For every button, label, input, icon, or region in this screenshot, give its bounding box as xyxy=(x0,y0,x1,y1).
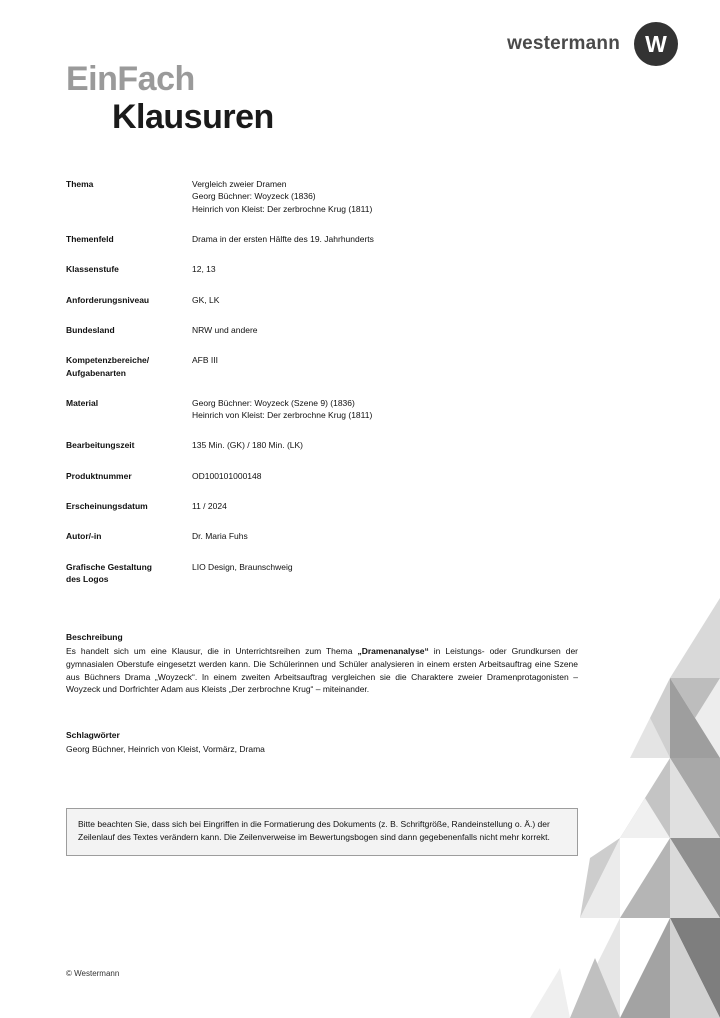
metadata-label: Produktnummer xyxy=(66,470,132,481)
metadata-value: OD100101000148 xyxy=(192,470,262,481)
description-section xyxy=(66,632,578,696)
westermann-logo xyxy=(507,22,678,66)
metadata-value: Dr. Maria Fuhs xyxy=(192,531,248,542)
page-title xyxy=(66,62,274,135)
metadata-row xyxy=(66,500,586,512)
metadata-value: Vergleich zweier Dramen Georg Büchner: Woyzeck (1836) Heinrich von Kleist: Der zerbrochne Krug (1811) xyxy=(192,179,373,214)
metadata-row xyxy=(66,470,586,482)
keywords-title: Schlagwörter xyxy=(66,730,120,740)
metadata-value: 11 / 2024 xyxy=(192,501,227,512)
metadata-row xyxy=(66,561,586,586)
metadata-value: 12, 13 xyxy=(192,264,216,275)
footer-copyright: © Westermann xyxy=(66,969,120,978)
metadata-label: Autor/-in xyxy=(66,531,102,542)
metadata-table xyxy=(66,178,586,603)
metadata-label: Anforderungsniveau xyxy=(66,294,150,305)
note-text: Bitte beachten Sie, dass sich bei Eingriffen in die Formatierung des Dokuments (z. B. Schriftgröße, Randeinstellung o. Ä.) der Zeilenlauf des Textes verändern kann. Die Zeilenverweise im Bewertungsbogen sind dann gegebenenfalls nicht mehr korrekt. xyxy=(78,819,550,842)
keywords-body: Georg Büchner, Heinrich von Kleist, Vormärz, Drama xyxy=(66,744,265,754)
metadata-label: Kompetenzbereiche/ Aufgabenarten xyxy=(66,355,150,378)
metadata-value: LIO Design, Braunschweig xyxy=(192,561,293,572)
metadata-row xyxy=(66,324,586,336)
metadata-row xyxy=(66,178,586,215)
metadata-label: Material xyxy=(66,397,99,408)
metadata-value: Georg Büchner: Woyzeck (Szene 9) (1836) Heinrich von Kleist: Der zerbrochne Krug (1811) xyxy=(192,397,373,421)
metadata-row xyxy=(66,354,586,379)
description-body: Es handelt sich um eine Klausur, die in Unterrichtsreihen zum Thema „Dramenanalyse“ in Leistungs- oder Grundkursen der gymnasialen Oberstufe eingesetzt werden kann. Die Schülerinnen und Schüler analysieren in einem ersten Arbeitsauftrag eine Szene aus Büchners Drama „Woyzeck“. In einem zweiten Arbeitsauftrag vergleichen sie die Charaktere zweier Dramenprotagonisten – Woyzeck und Dorfrichter Adam aus Kleists „Der zerbrochne Krug“ – miteinander. xyxy=(66,646,578,695)
description-title: Beschreibung xyxy=(66,632,123,642)
metadata-value: GK, LK xyxy=(192,294,220,305)
metadata-label: Erscheinungsdatum xyxy=(66,501,148,512)
metadata-label: Bearbeitungszeit xyxy=(66,440,135,451)
metadata-label: Bundesland xyxy=(66,324,115,335)
brand-monogram-icon: W xyxy=(634,22,678,66)
metadata-value: NRW und andere xyxy=(192,324,258,335)
metadata-label: Klassenstufe xyxy=(66,264,119,275)
metadata-row xyxy=(66,530,586,542)
metadata-label: Themenfeld xyxy=(66,233,114,244)
keywords-section xyxy=(66,730,578,756)
metadata-value: AFB III xyxy=(192,355,218,366)
metadata-row xyxy=(66,294,586,306)
metadata-label: Thema xyxy=(66,179,94,189)
metadata-row xyxy=(66,263,586,275)
metadata-row xyxy=(66,439,586,451)
metadata-value: Drama in der ersten Hälfte des 19. Jahrhunderts xyxy=(192,233,374,244)
page-title-line-2: Klausuren xyxy=(112,97,274,136)
brand-wordmark: westermann xyxy=(507,33,620,54)
page-title-line-1: EinFach xyxy=(66,60,195,98)
metadata-row xyxy=(66,397,586,422)
metadata-row xyxy=(66,233,586,245)
metadata-value: 135 Min. (GK) / 180 Min. (LK) xyxy=(192,440,304,451)
metadata-label: Grafische Gestaltung des Logos xyxy=(66,561,152,584)
note-box xyxy=(66,808,578,856)
